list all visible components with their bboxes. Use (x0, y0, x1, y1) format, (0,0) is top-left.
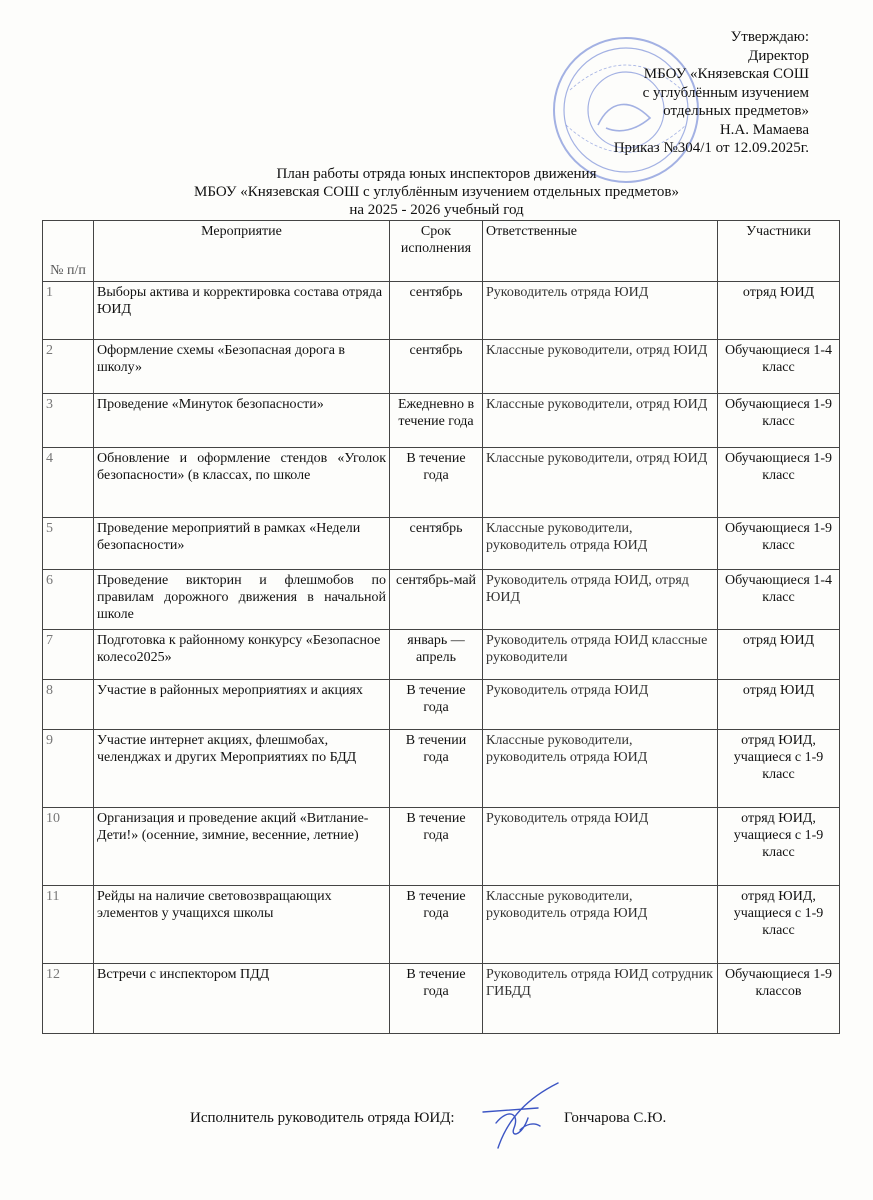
row-term: Ежедневно в течение года (390, 394, 483, 448)
approval-line: с углублённым изучением (642, 84, 809, 101)
row-participants: отряд ЮИД (718, 630, 840, 680)
row-responsible: Руководитель отряда ЮИД классные руководители (483, 630, 718, 680)
row-number: 12 (43, 964, 94, 1034)
row-number: 10 (43, 808, 94, 886)
row-responsible: Классные руководители, руководитель отряда ЮИД (483, 886, 718, 964)
row-number: 11 (43, 886, 94, 964)
header-responsible: Ответственные (483, 221, 718, 282)
row-responsible: Классные руководители, руководитель отряда ЮИД (483, 730, 718, 808)
row-number: 3 (43, 394, 94, 448)
table-row (43, 808, 840, 886)
title-line: МБОУ «Князевская СОШ с углублённым изучением отдельных предметов» (194, 184, 679, 200)
row-term: В течение года (390, 886, 483, 964)
row-responsible: Руководитель отряда ЮИД (483, 680, 718, 730)
header-term: Срок исполнения (390, 221, 483, 282)
row-participants: Обучающиеся 1-4 класс (718, 340, 840, 394)
approval-block (509, 28, 809, 158)
row-responsible: Классные руководители, отряд ЮИД (483, 394, 718, 448)
row-event: Выборы актива и корректировка состава отряда ЮИД (94, 282, 390, 340)
row-term: В течение года (390, 964, 483, 1034)
table-header-row (43, 221, 840, 282)
row-term: В течение года (390, 680, 483, 730)
row-event: Участие интернет акциях, флешмобах, челенджах и других Мероприятиях по БДД (94, 730, 390, 808)
row-responsible: Руководитель отряда ЮИД, отряд ЮИД (483, 570, 718, 630)
row-event: Организация и проведение акций «Витлание-Дети!» (осенние, зимние, весенние, летние) (94, 808, 390, 886)
row-term: сентябрь (390, 282, 483, 340)
table-row (43, 570, 840, 630)
table-row (43, 394, 840, 448)
row-responsible: Руководитель отряда ЮИД сотрудник ГИБДД (483, 964, 718, 1034)
row-number: 8 (43, 680, 94, 730)
table-body (43, 282, 840, 1034)
row-participants: отряд ЮИД (718, 680, 840, 730)
row-number: 1 (43, 282, 94, 340)
row-event: Проведение «Минуток безопасности» (94, 394, 390, 448)
row-responsible: Классные руководители, руководитель отряда ЮИД (483, 518, 718, 570)
row-participants: Обучающиеся 1-9 класс (718, 448, 840, 518)
row-participants: отряд ЮИД, учащиеся с 1-9 класс (718, 886, 840, 964)
row-term: январь — апрель (390, 630, 483, 680)
row-participants: Обучающиеся 1-9 класс (718, 518, 840, 570)
row-term: В течение года (390, 448, 483, 518)
row-participants: отряд ЮИД, учащиеся с 1-9 класс (718, 808, 840, 886)
approval-line: Директор (748, 47, 809, 64)
row-responsible: Классные руководители, отряд ЮИД (483, 340, 718, 394)
row-event: Участие в районных мероприятиях и акциях (94, 680, 390, 730)
executor-name: Гончарова С.Ю. (564, 1110, 667, 1126)
executor-label: Исполнитель руководитель отряда ЮИД: (190, 1110, 455, 1126)
row-term: В течении года (390, 730, 483, 808)
table-row (43, 518, 840, 570)
row-event: Проведение викторин и флешмобов по правилам дорожного движения в начальной школе (94, 570, 390, 630)
table-row (43, 964, 840, 1034)
row-responsible: Руководитель отряда ЮИД (483, 808, 718, 886)
document-title (0, 165, 873, 219)
row-participants: Обучающиеся 1-9 классов (718, 964, 840, 1034)
table-row (43, 282, 840, 340)
title-line: План работы отряда юных инспекторов движения (276, 166, 597, 182)
row-responsible: Классные руководители, отряд ЮИД (483, 448, 718, 518)
director-name: Н.А. Мамаева (719, 121, 809, 138)
table-row (43, 340, 840, 394)
table-row (43, 680, 840, 730)
row-participants: Обучающиеся 1-4 класс (718, 570, 840, 630)
plan-table (42, 220, 840, 1034)
title-line: на 2025 - 2026 учебный год (349, 202, 524, 218)
table-row (43, 630, 840, 680)
row-event: Встречи с инспектором ПДД (94, 964, 390, 1034)
header-num: № п/п (43, 221, 94, 282)
row-event: Проведение мероприятий в рамках «Недели безопасности» (94, 518, 390, 570)
header-event: Мероприятие (94, 221, 390, 282)
row-number: 5 (43, 518, 94, 570)
executor-line (190, 1110, 667, 1127)
row-number: 7 (43, 630, 94, 680)
row-term: сентябрь (390, 340, 483, 394)
row-number: 6 (43, 570, 94, 630)
approval-line: МБОУ «Князевская СОШ (643, 66, 809, 82)
row-event: Обновление и оформление стендов «Уголок безопасности» (в классах, по школе (94, 448, 390, 518)
header-participants: Участники (718, 221, 840, 282)
row-term: сентябрь (390, 518, 483, 570)
row-event: Оформление схемы «Безопасная дорога в школу» (94, 340, 390, 394)
row-event: Подготовка к районному конкурсу «Безопасное колесо2025» (94, 630, 390, 680)
row-number: 9 (43, 730, 94, 808)
row-responsible: Руководитель отряда ЮИД (483, 282, 718, 340)
row-term: сентябрь-май (390, 570, 483, 630)
approval-line: отдельных предметов» (663, 103, 809, 119)
row-participants: Обучающиеся 1-9 класс (718, 394, 840, 448)
table-row (43, 886, 840, 964)
approval-line: Утверждаю: (730, 29, 809, 45)
order-number: Приказ №304/1 от 12.09.2025г. (613, 140, 809, 156)
row-number: 2 (43, 340, 94, 394)
row-participants: отряд ЮИД, учащиеся с 1-9 класс (718, 730, 840, 808)
table-row (43, 448, 840, 518)
row-participants: отряд ЮИД (718, 282, 840, 340)
signature-icon (478, 1078, 568, 1158)
row-term: В течение года (390, 808, 483, 886)
table-row (43, 730, 840, 808)
row-event: Рейды на наличие световозвращающих элементов у учащихся школы (94, 886, 390, 964)
row-number: 4 (43, 448, 94, 518)
